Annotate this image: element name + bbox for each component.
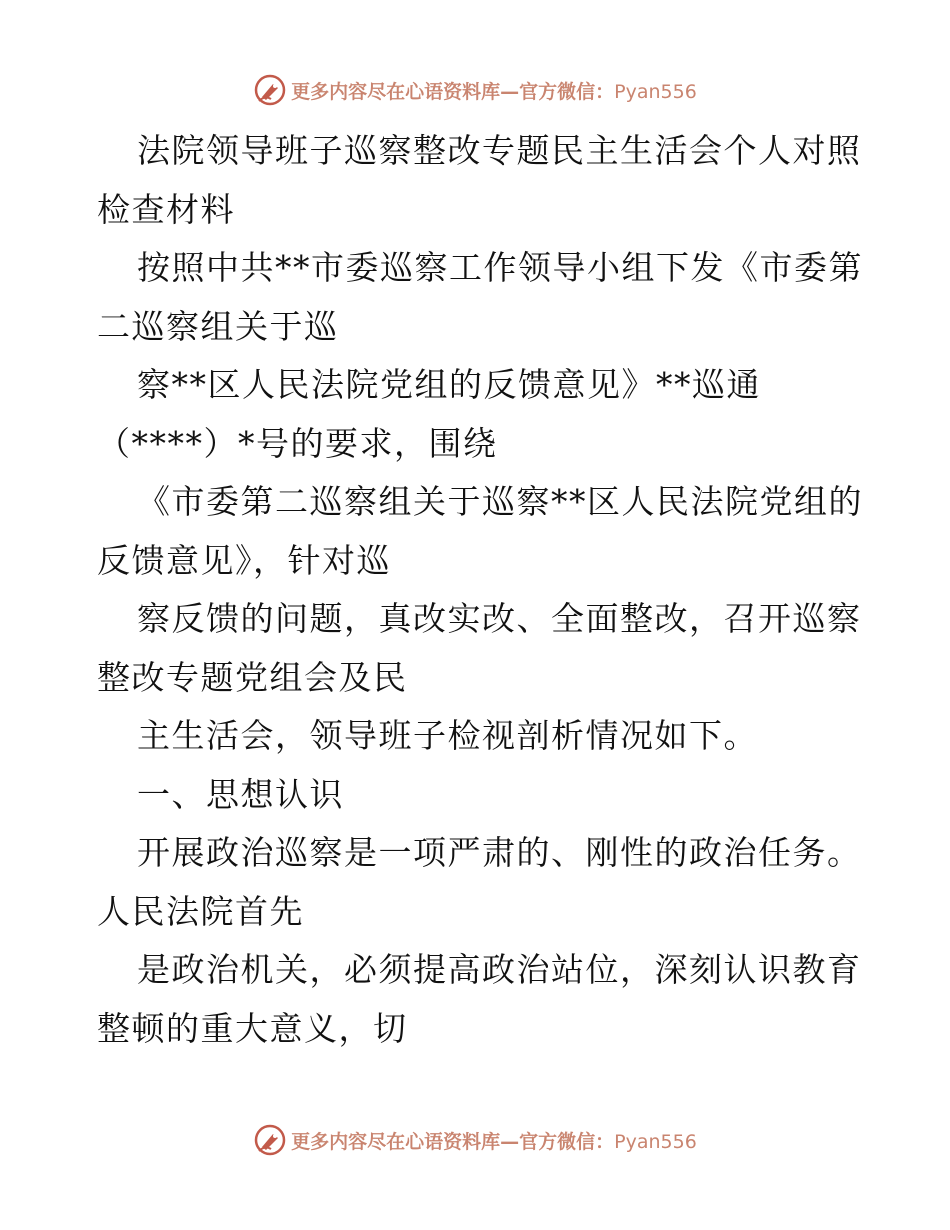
footer-watermark <box>0 1120 950 1160</box>
header-watermark <box>0 70 950 110</box>
text-line: 二巡察组关于巡 <box>97 306 339 346</box>
watermark-text: 更多内容尽在心语资料库—官方微信：Pyan556 <box>291 80 697 103</box>
text-line: 一、思想认识 <box>137 774 344 814</box>
text-line: 察**区人民法院党组的反馈意见》**巡通 <box>137 365 761 404</box>
watermark-wechat-id: Pyan556 <box>614 1130 697 1153</box>
text-line: 法院领导班子巡察整改专题民主生活会个人对照 <box>137 131 862 170</box>
text-line: 察反馈的问题，真改实改、全面整改，召开巡察 <box>137 599 862 638</box>
text-line: 检查材料 <box>97 189 235 229</box>
pen-nib-circle-icon <box>253 1123 287 1157</box>
text-line: 《市委第二巡察组关于巡察**区人民法院党组的 <box>137 482 863 521</box>
text-line: 整改专题党组会及民 <box>97 657 408 697</box>
document-body <box>97 122 863 1058</box>
text-line: 整顿的重大意义，切 <box>97 1008 408 1048</box>
text-line: 反馈意见》，针对巡 <box>97 540 391 580</box>
text-line: 主生活会，领导班子检视剖析情况如下。 <box>137 716 758 755</box>
watermark-wechat-id: Pyan556 <box>614 80 697 103</box>
pen-nib-circle-icon <box>253 73 287 107</box>
text-line: 按照中共**市委巡察工作领导小组下发《市委第 <box>137 248 863 287</box>
text-line: 开展政治巡察是一项严肃的、刚性的政治任务。 <box>137 833 862 872</box>
watermark-text: 更多内容尽在心语资料库—官方微信：Pyan556 <box>291 1130 697 1153</box>
text-line: （****）*号的要求，围绕 <box>97 423 498 463</box>
text-line: 人民法院首先 <box>97 891 304 931</box>
text-line: 是政治机关，必须提高政治站位，深刻认识教育 <box>137 950 862 989</box>
